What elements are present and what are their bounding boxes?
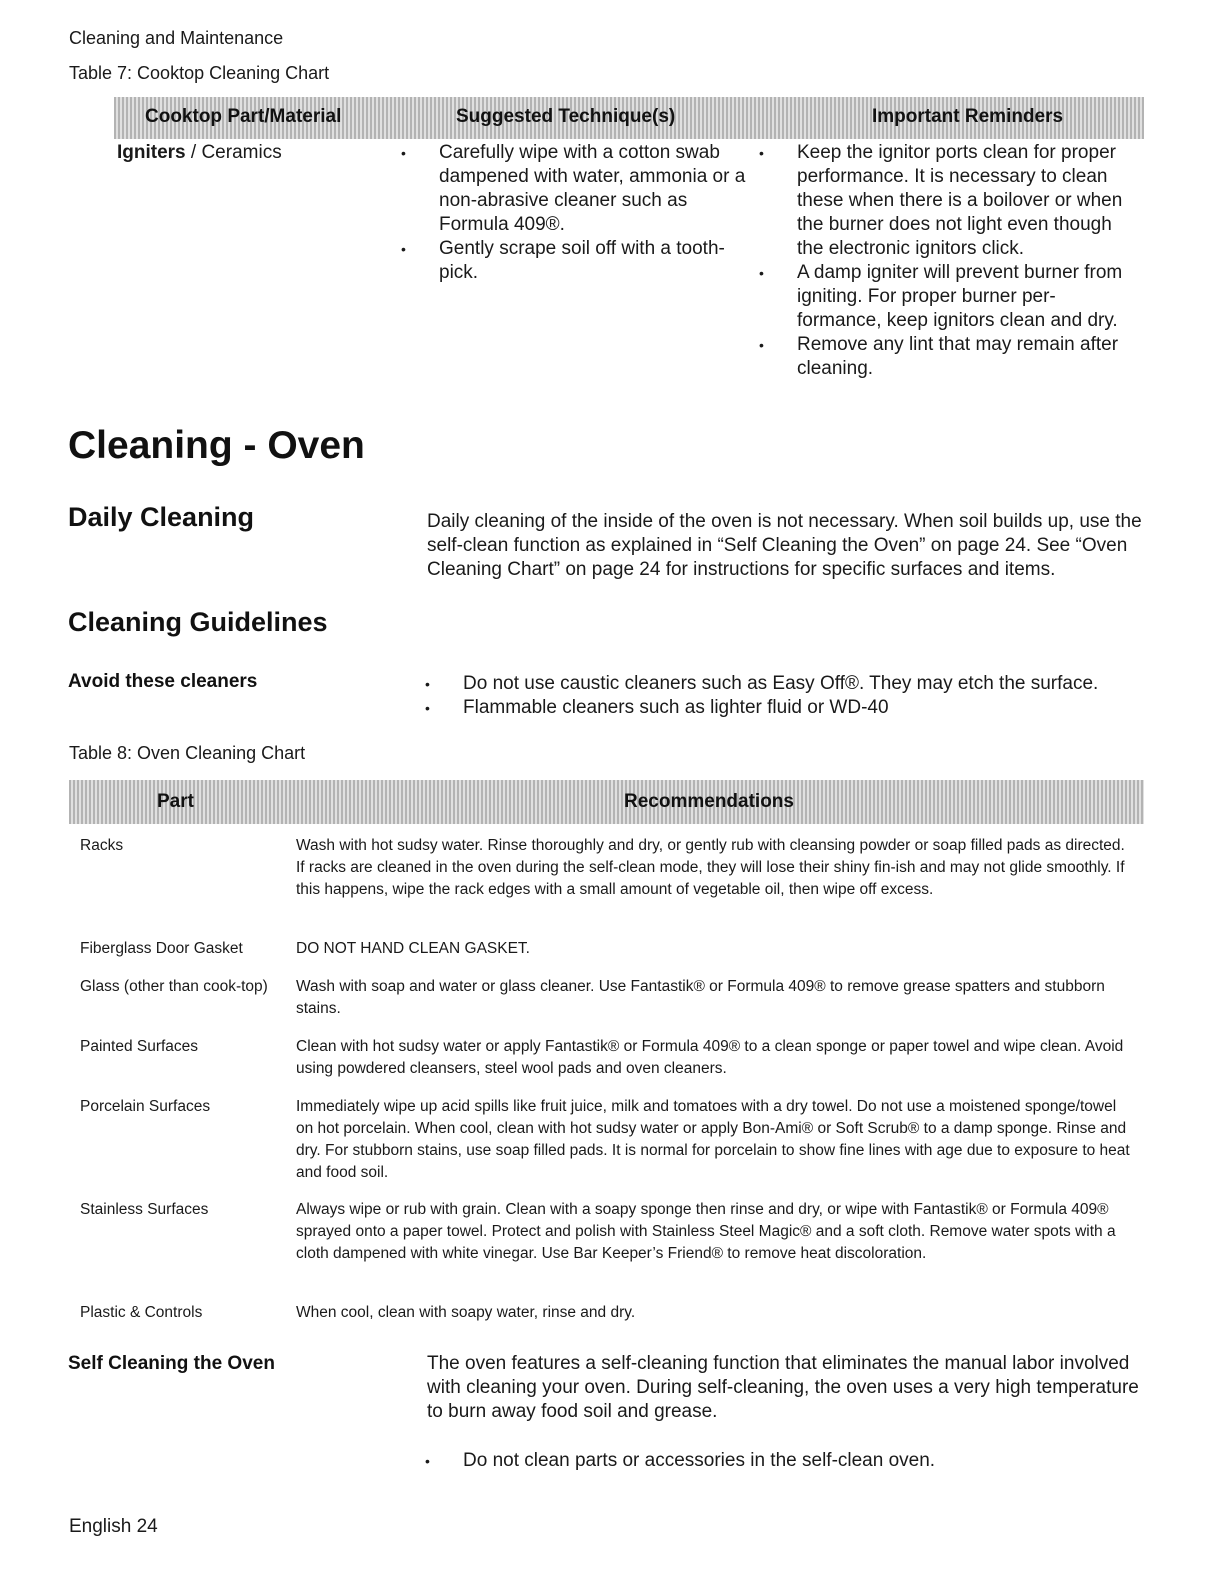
self-cleaning-heading: Self Cleaning the Oven xyxy=(68,1353,275,1374)
table8-caption: Table 8: Oven Cleaning Chart xyxy=(69,743,306,763)
table8-part: Plastic & Controls xyxy=(80,1304,203,1321)
table8-recommendation: Always wipe or rub with grain. Clean with a soapy sponge then rinse and dry, or wipe with Fantastik® or Formula 409® sprayed onto a paper towel. Protect and polish with Stainless Steel Magic® and a soft cloth. Remove water spots with a cloth dampened with white vinegar. Use Bar Keeper’s Friend® to remove heat discoloration. xyxy=(296,1201,1116,1262)
avoid-cleaners-heading: Avoid these cleaners xyxy=(68,671,258,692)
list-item: • Gently scrape soil off with a tooth-pick. xyxy=(401,237,746,285)
list-item: • Carefully wipe with a cotton swab dampened with water, ammonia or a non-abrasive cleaner such as Formula 409®. xyxy=(401,141,746,237)
table8-recommendation: When cool, clean with soapy water, rinse and dry. xyxy=(296,1304,636,1321)
table7-header-technique: Suggested Technique(s) xyxy=(456,106,676,127)
table8-part: Porcelain Surfaces xyxy=(80,1098,211,1115)
daily-cleaning-text: Daily cleaning of the inside of the oven is not necessary. When soil builds up, use the self-clean function as explained in “Self Cleaning the Oven” on page 24. See “Oven Cleaning Chart” on page 24 for instructions for specific surfaces and items. xyxy=(427,511,1142,580)
table8-part: Stainless Surfaces xyxy=(80,1201,209,1218)
table8-part: Glass (other than cook-top) xyxy=(80,978,268,995)
running-header: Cleaning and Maintenance xyxy=(69,28,284,48)
page-footer: English 24 xyxy=(69,1516,158,1537)
table8-recommendation: DO NOT HAND CLEAN GASKET. xyxy=(296,940,530,957)
table8-header-recommendations: Recommendations xyxy=(624,791,794,812)
list-item: • A damp igniter will prevent burner from igniting. For proper burner per-formance, keep ignitors clean and dry. xyxy=(759,261,1139,333)
table8-recommendation: Wash with hot sudsy water. Rinse thoroughly and dry, or gently rub with cleansing powder or soap filled pads as directed. If racks are cleaned in the oven during the self-clean mode, they will lose their shiny fin-ish and may not glide smoothly. If this happens, wipe the rack edges with a small amount of vegetable oil, then wipe off excess. xyxy=(296,837,1125,898)
section-title-cleaning-oven: Cleaning - Oven xyxy=(68,424,365,467)
list-item: • Do not clean parts or accessories in the self-clean oven. xyxy=(425,1449,1155,1473)
daily-cleaning-heading: Daily Cleaning xyxy=(68,502,255,532)
table8-part: Racks xyxy=(80,837,124,854)
table8-recommendation: Clean with hot sudsy water or apply Fantastik® or Formula 409® to a clean sponge or paper towel and wipe clean. Avoid using powdered cleansers, steel wool pads and oven cleaners. xyxy=(296,1038,1124,1077)
table8-header-bar xyxy=(69,780,1144,824)
table7-header-reminders: Important Reminders xyxy=(872,106,1064,127)
table7-part-rest: / Ceramics xyxy=(185,142,282,163)
avoid-cleaners-list xyxy=(425,672,1155,720)
list-item: • Remove any lint that may remain after cleaning. xyxy=(759,333,1139,381)
table8-recommendation: Wash with soap and water or glass cleaner. Use Fantastik® or Formula 409® to remove grease spatters and stubborn stains. xyxy=(296,978,1105,1017)
table7-part-bold: Igniters xyxy=(117,142,186,163)
table7-part-cell xyxy=(117,141,282,165)
table8-part: Fiberglass Door Gasket xyxy=(80,940,243,957)
self-cleaning-list xyxy=(425,1449,1155,1473)
table7-techniques-list xyxy=(401,141,746,285)
table7-reminders-list xyxy=(759,141,1139,381)
list-item: • Keep the ignitor ports clean for proper performance. It is necessary to clean these when there is a boilover or when the burner does not light even though the electronic ignitors click. xyxy=(759,141,1139,261)
table8-recommendation: Immediately wipe up acid spills like fruit juice, milk and tomatoes with a dry towel. Do not use a moistened sponge/towel on hot porcelain. When cool, clean with hot sudsy water or apply Bon-Ami® or Soft Scrub® to a damp sponge. Rinse and dry. For stubborn stains, use soap filled pads. It is normal for porcelain to show fine lines with age due to exposure to heat and food soil. xyxy=(296,1098,1130,1181)
self-cleaning-text: The oven features a self-cleaning function that eliminates the manual labor involved with cleaning your oven. During self-cleaning, the oven uses a very high temperature to burn away food soil and grease. xyxy=(427,1353,1139,1422)
table7-caption: Table 7: Cooktop Cleaning Chart xyxy=(69,63,330,83)
cleaning-guidelines-heading: Cleaning Guidelines xyxy=(68,607,328,637)
list-item: • Flammable cleaners such as lighter fluid or WD-40 xyxy=(425,696,1155,720)
table8-header-part: Part xyxy=(157,791,194,812)
list-item: • Do not use caustic cleaners such as Easy Off®. They may etch the surface. xyxy=(425,672,1155,696)
table7-header-part: Cooktop Part/Material xyxy=(145,106,342,127)
table8-part: Painted Surfaces xyxy=(80,1038,199,1055)
